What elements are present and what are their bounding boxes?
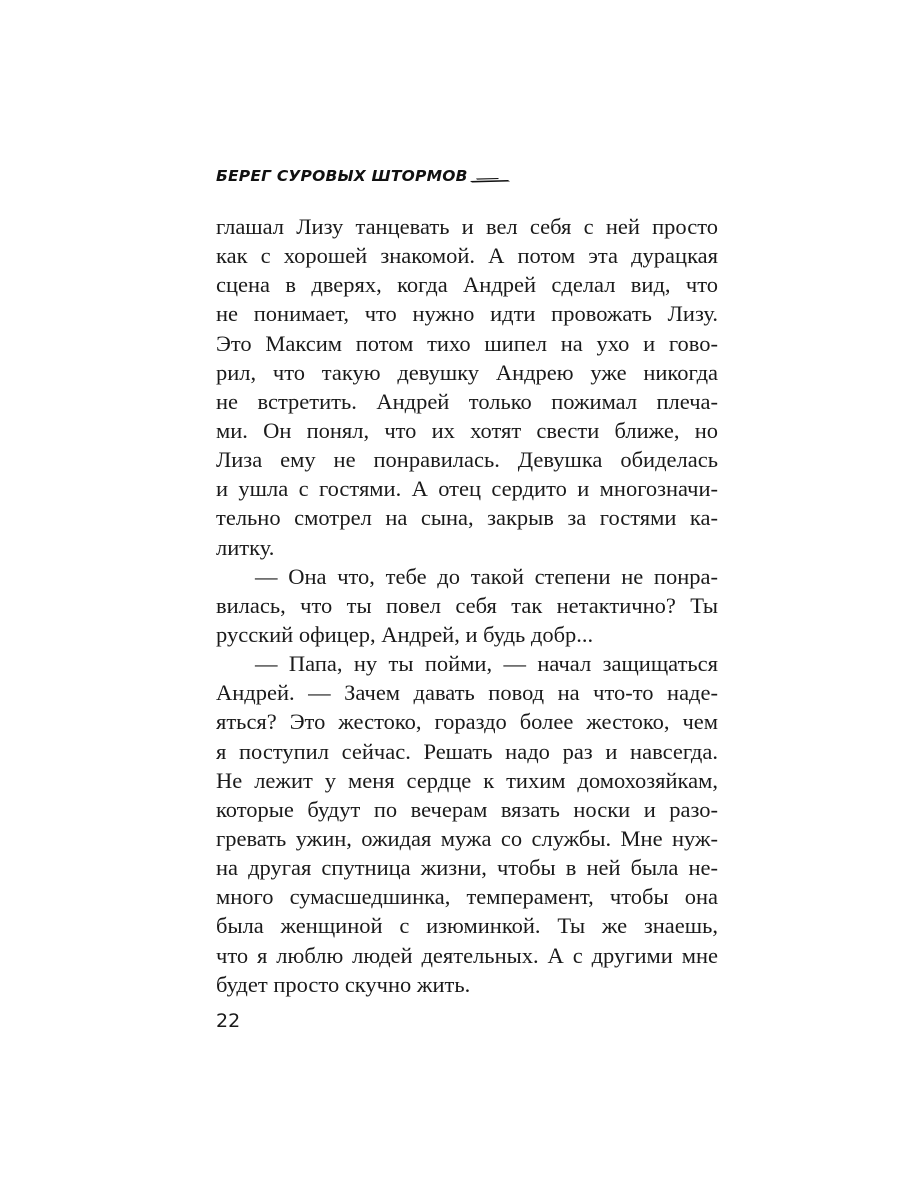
running-head (216, 166, 510, 186)
dialogue-line: — Она что, тебе до такой степени не понра- (255, 563, 718, 589)
text-line: яться? Это жестоко, гораздо более жестоко, чем (216, 709, 718, 735)
text-line: много сумасшедшинка, темперамент, чтобы она (216, 884, 718, 910)
text-line: Не лежит у меня сердце к тихим домохозяйкам, (216, 767, 718, 793)
text-line: которые будут по вечерам вязать носки и разо- (216, 796, 718, 822)
text-line: Андрей. — Зачем давать повод на что-то наде- (216, 680, 718, 706)
running-head-title: БЕРЕГ СУРОВЫХ ШТОРМОВ (216, 167, 468, 185)
text-line: будет просто скучно жить. (216, 971, 471, 997)
body-text (216, 212, 718, 999)
text-line: как с хорошей знакомой. А потом эта дурацкая (216, 243, 718, 269)
text-line: Лиза ему не понравилась. Девушка обиделась (216, 447, 718, 473)
dialogue-line: — Папа, ну ты пойми, — начал защищаться (255, 651, 718, 677)
text-line: была женщиной с изюминкой. Ты же знаешь, (216, 913, 718, 939)
text-line: тельно смотрел на сына, закрыв за гостями ка- (216, 505, 718, 531)
page-number: 22 (216, 1010, 241, 1032)
text-line: не понимает, что нужно идти провожать Лизу. (216, 301, 718, 327)
text-line: глашал Лизу танцевать и вел себя с ней просто (216, 214, 718, 239)
text-line: литку. (216, 534, 275, 560)
text-line: вилась, что ты повел себя так нетактично? Ты (216, 592, 718, 618)
text-line: не встретить. Андрей только пожимал плеча- (216, 388, 718, 414)
text-line: русский офицер, Андрей, и будь добр... (216, 621, 594, 647)
text-line: и ушла с гостями. А отец сердито и многозначи- (216, 476, 718, 502)
brush-stroke-decoration (470, 175, 510, 183)
text-line: что я люблю людей деятельных. А с другими мне (216, 942, 718, 968)
text-line: ми. Он понял, что их хотят свести ближе, но (216, 417, 718, 443)
text-line: Это Максим потом тихо шипел на ухо и гово- (216, 330, 718, 356)
text-line: сцена в дверях, когда Андрей сделал вид, что (216, 272, 718, 298)
text-line: рил, что такую девушку Андрею уже никогда (216, 359, 718, 385)
text-line: на другая спутница жизни, чтобы в ней была не- (216, 855, 718, 881)
text-line: гревать ужин, ожидая мужа со службы. Мне нуж- (216, 825, 718, 851)
text-line: я поступил сейчас. Решать надо раз и навсегда. (216, 738, 718, 764)
